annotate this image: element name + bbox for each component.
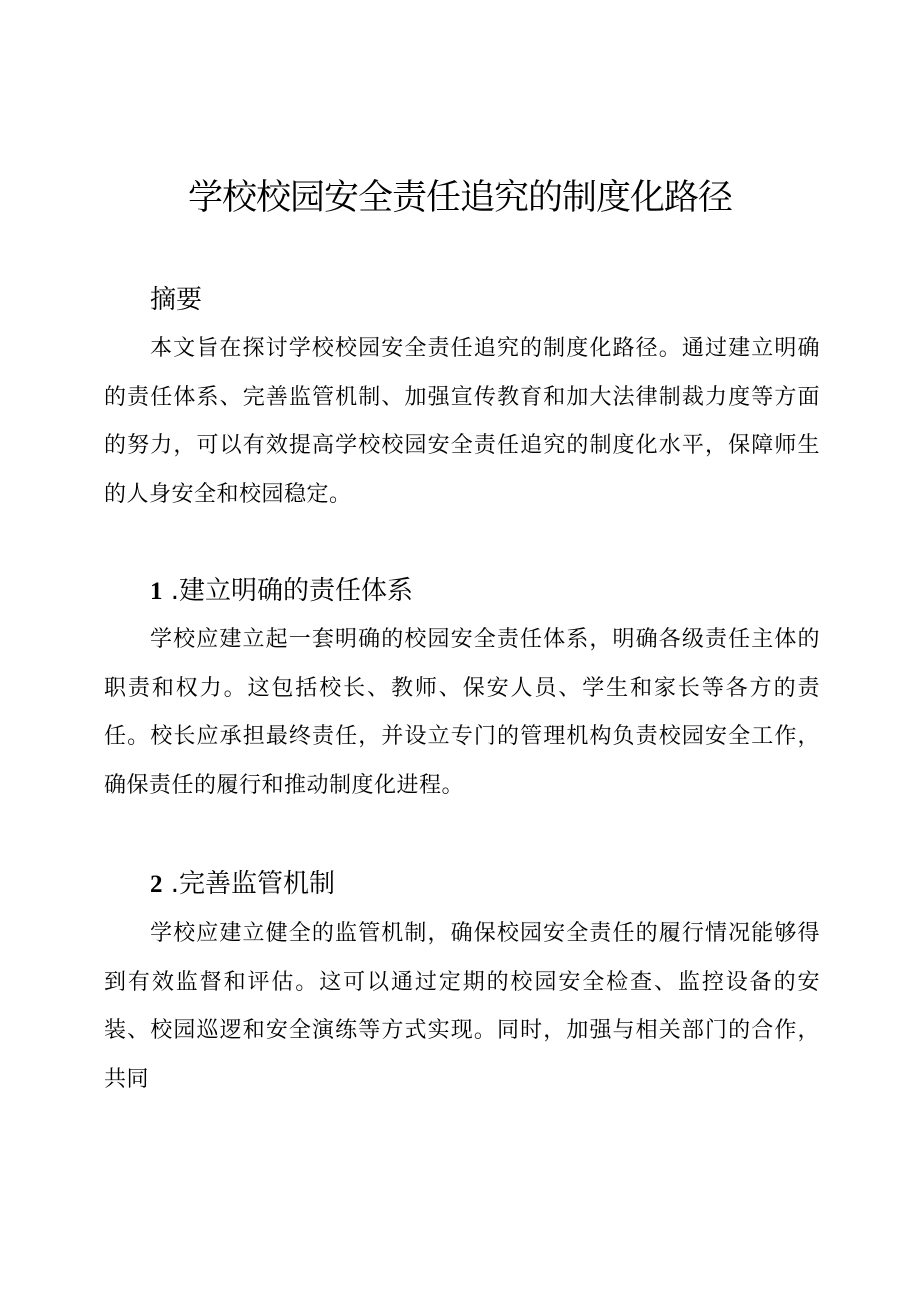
section-2-heading <box>150 864 335 905</box>
abstract-heading: 摘要 <box>150 285 203 315</box>
section-2-paragraph: 学校应建立健全的监管机制，确保校园安全责任的履行情况能够得到有效监督和评估。这可以通过定期的校园安全检查、监控设备的安装、校园巡逻和安全演练等方式实现。同时，加强与相关部门的合作，共同 <box>104 921 820 1092</box>
section-1-number: 1 <box>150 578 163 605</box>
section-2-number: 2 <box>150 871 163 898</box>
section-2-heading-text: .完善监管机制 <box>162 869 336 899</box>
abstract-paragraph: 本文旨在探讨学校校园安全责任追究的制度化路径。通过建立明确的责任体系、完善监管机制、加强宣传教育和加大法律制裁力度等方面的努力，可以有效提高学校校园安全责任追究的制度化水平，保障师生的人身安全和校园稳定。 <box>104 336 820 507</box>
section-1-heading-text: .建立明确的责任体系 <box>162 576 414 606</box>
document-title: 学校校园安全责任追究的制度化路径 <box>187 178 732 218</box>
section-1-paragraph: 学校应建立起一套明确的校园安全责任体系，明确各级责任主体的职责和权力。这包括校长、教师、保安人员、学生和家长等各方的责任。校长应承担最终责任，并设立专门的管理机构负责校园安全工作，确保责任的履行和推动制度化进程。 <box>104 627 820 798</box>
section-1-heading <box>150 571 413 612</box>
